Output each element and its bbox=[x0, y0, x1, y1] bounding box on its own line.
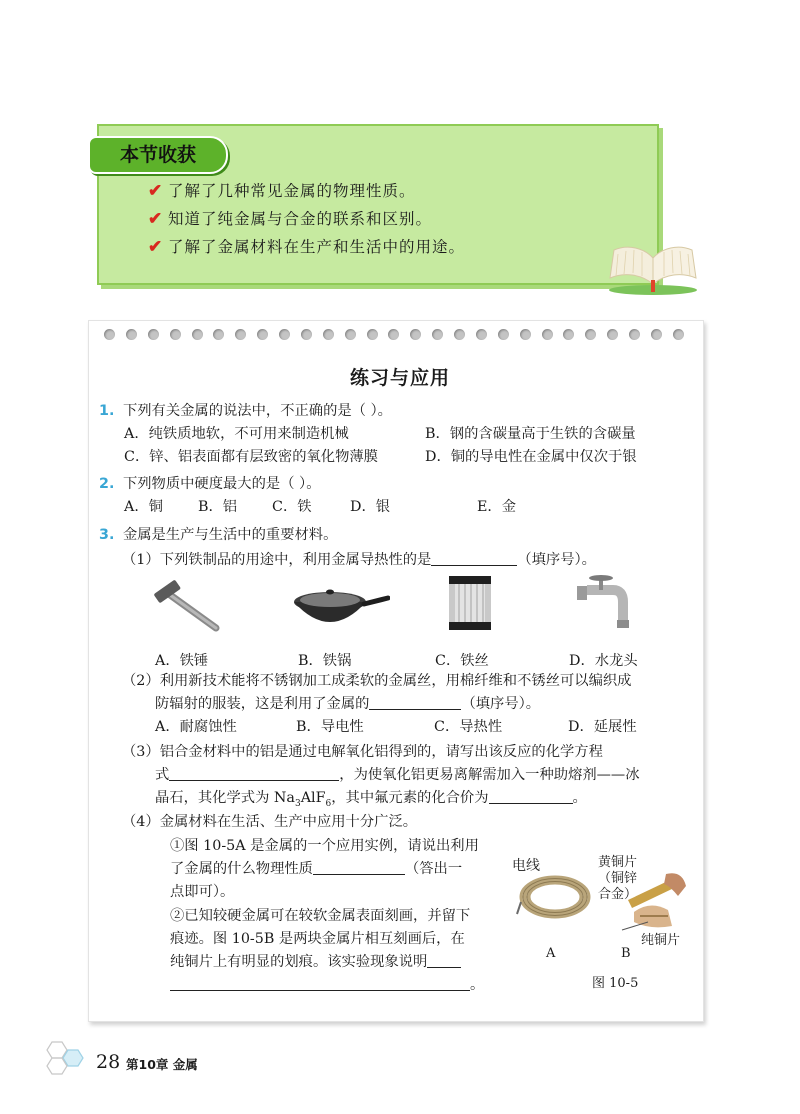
q3-part4-sub2: ②已知较硬金属可在较软金属表面刻画，并留下 bbox=[170, 908, 471, 924]
q2-option: A．铜 bbox=[124, 499, 163, 515]
q3-part4-sub2-line3: 纯铜片上有明显的划痕。该实验现象说明 bbox=[170, 951, 461, 973]
q3-part3-line2: 式 ，为使氧化铝更易离解需加入一种助熔剂——冰 bbox=[155, 767, 640, 783]
wok-image bbox=[290, 580, 390, 635]
q3-part3: （3）铝合金材料中的铝是通过电解氧化铝得到的，请写出该反应的化学方程 bbox=[122, 744, 603, 760]
answer-blank[interactable] bbox=[169, 766, 339, 781]
q3-part2-option: B．导电性 bbox=[296, 719, 364, 735]
hammer-image bbox=[150, 578, 230, 638]
image-caption: C．铁丝 bbox=[435, 653, 489, 669]
answer-blank[interactable] bbox=[431, 551, 517, 566]
q3-part2-option: D．延展性 bbox=[568, 719, 637, 735]
answer-blank[interactable] bbox=[170, 976, 470, 991]
summary-tab bbox=[88, 136, 228, 174]
chapter-label: 第10章 金属 bbox=[126, 1057, 198, 1072]
q3-part4-sub2-line2: 痕迹。图 10-5B 是两块金属片相互刻画后，在 bbox=[170, 931, 465, 947]
figure-label-brass: 黄铜片 （铜锌 合金） bbox=[598, 855, 638, 902]
q3-part2-option: C．导热性 bbox=[434, 719, 503, 735]
q3-part1: （1）下列铁制品的用途中，利用金属导热性的是 （填序号）。 bbox=[122, 552, 596, 568]
question-2: 2. 下列物质中硬度最大的是（ ）。 bbox=[99, 476, 321, 492]
image-caption: B．铁锅 bbox=[298, 653, 352, 669]
figure-caption: 图 10-5 bbox=[592, 976, 639, 991]
figure-label-b: B bbox=[621, 946, 631, 961]
q2-option: D．银 bbox=[350, 499, 391, 515]
answer-blank[interactable] bbox=[313, 860, 405, 875]
q3-part2: （2）利用新技术能将不锈钢加工成柔软的金属丝，用棉纤维和不锈丝可以编织成 bbox=[122, 673, 632, 689]
q1-option: D．铜的导电性在金属中仅次于银 bbox=[425, 449, 637, 465]
q2-option: C．铁 bbox=[272, 499, 312, 515]
notebook-rings bbox=[104, 329, 684, 343]
figure-label-wire: 电线 bbox=[512, 858, 540, 874]
faucet-image bbox=[575, 572, 633, 636]
question-1: 1. 下列有关金属的说法中，不正确的是（ ）。 bbox=[99, 403, 392, 419]
check-icon: ✔ bbox=[148, 209, 164, 229]
q3-part4: （4）金属材料在生活、生产中应用十分广泛。 bbox=[122, 814, 418, 830]
summary-item: ✔ 了解了金属材料在生产和生活中的用途。 bbox=[148, 237, 466, 257]
q3-part4-sub1-line2: 了金属的什么物理性质 （答出一 bbox=[170, 861, 463, 877]
figure-label-a: A bbox=[546, 946, 556, 961]
check-icon: ✔ bbox=[148, 181, 164, 201]
summary-tab-label: 本节收获 bbox=[119, 144, 196, 166]
q2-option: B．铝 bbox=[198, 499, 238, 515]
q3-part3-line3: 晶石，其化学式为 $Na_3AlF_6$，其中氟元素的化合价为 。 bbox=[155, 790, 587, 809]
image-caption: A．铁锤 bbox=[155, 653, 209, 669]
q1-option: B．钢的含碳量高于生铁的含碳量 bbox=[425, 426, 636, 442]
q3-part2-option: A．耐腐蚀性 bbox=[155, 719, 237, 735]
q3-part4-sub2-line4: 。 bbox=[170, 974, 484, 996]
exercise-title: 练习与应用 bbox=[349, 367, 450, 389]
check-icon: ✔ bbox=[148, 237, 164, 257]
question-3: 3. 金属是生产与生活中的重要材料。 bbox=[99, 527, 338, 543]
figure-label-copper: 纯铜片 bbox=[641, 933, 681, 948]
q3-part4-sub1: ①图 10-5A 是金属的一个应用实例，请说出利用 bbox=[170, 838, 479, 854]
answer-blank[interactable] bbox=[427, 953, 461, 968]
q1-option: C．锌、铝表面都有层致密的氧化物薄膜 bbox=[124, 449, 378, 465]
open-book-icon bbox=[606, 240, 701, 296]
metal-scratch-image bbox=[620, 870, 690, 932]
answer-blank[interactable] bbox=[489, 789, 573, 804]
wire-spool-image bbox=[445, 572, 495, 634]
page-number: 28 bbox=[96, 1051, 121, 1073]
q3-part4-sub1-line3: 点即可）。 bbox=[170, 884, 235, 900]
q2-option: E．金 bbox=[477, 499, 517, 515]
q3-part2-line2: 防辐射的服装，这是利用了金属的 （填序号）。 bbox=[155, 696, 541, 712]
q1-option: A．纯铁质地软，不可用来制造机械 bbox=[124, 426, 349, 442]
answer-blank[interactable] bbox=[369, 695, 461, 710]
wire-coil-image bbox=[515, 872, 595, 922]
summary-item: ✔ 知道了纯金属与合金的联系和区别。 bbox=[148, 209, 433, 229]
hexagon-decoration-icon bbox=[44, 1040, 92, 1076]
image-caption: D．水龙头 bbox=[569, 653, 638, 669]
summary-item: ✔ 了解了几种常见金属的物理性质。 bbox=[148, 181, 416, 201]
